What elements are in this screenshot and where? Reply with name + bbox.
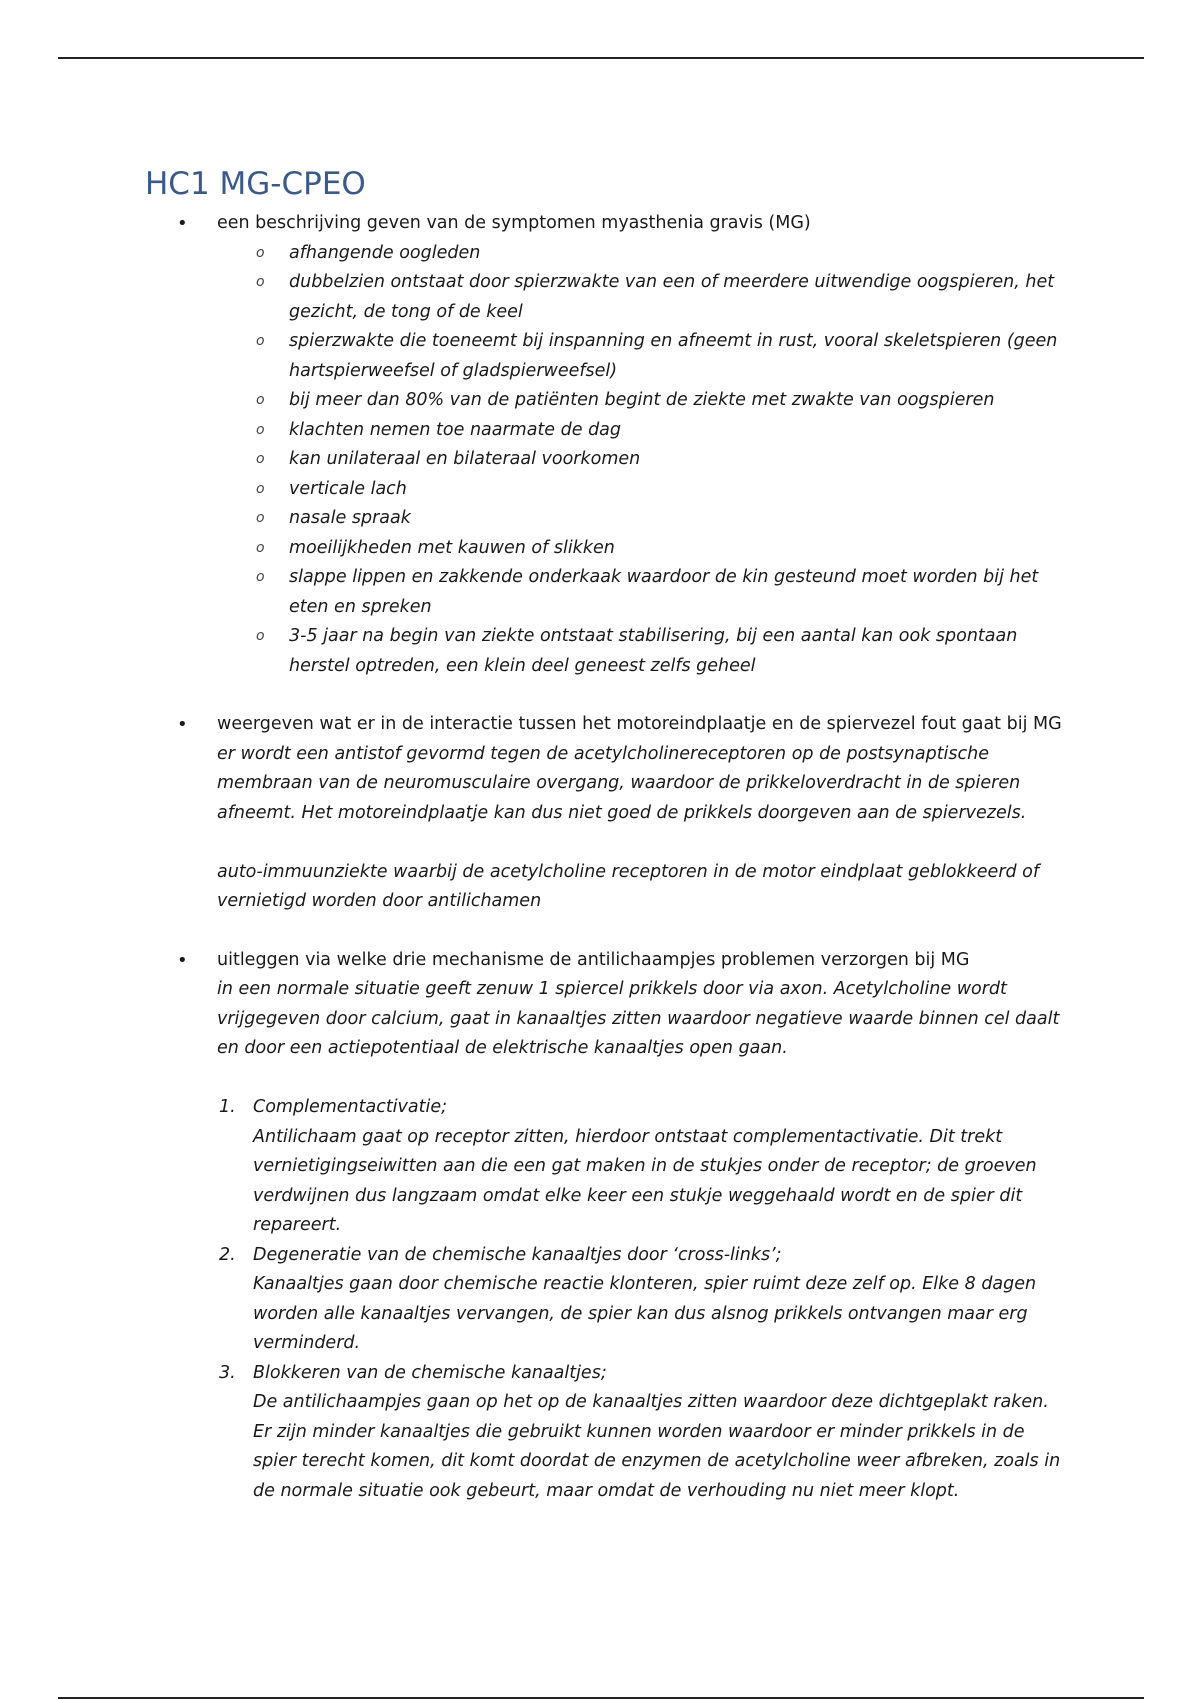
list-item: o afhangende oogleden — [289, 239, 1065, 269]
list-item: o kan unilateraal en bilateraal voorkomen — [289, 445, 1065, 475]
mechanism-title: Blokkeren van de chemische kanaaltjes; — [253, 1362, 607, 1383]
section-question: weergeven wat er in de interactie tussen het motoreindplaatje en de spiervezel fout gaat bij MG — [217, 714, 1062, 734]
list-item: o 3-5 jaar na begin van ziekte ontstaat stabilisering, bij een aantal kan ook spontaan herstel optreden, een klein deel geneest zelfs geheel — [289, 622, 1065, 681]
mechanism-body: Kanaaltjes gaan door chemische reactie klonteren, spier ruimt deze zelf op. Elke 8 dagen worden alle kanaaltjes vervangen, de spier kan dus alsnog prikkels ontvangen maar erg verminderd. — [253, 1274, 1037, 1353]
answer-paragraph: er wordt een antistof gevormd tegen de acetylcholinereceptoren op de postsynaptische membraan van de neuromusculaire overgang, waardoor de prikkeloverdracht in de spieren afneemt. Het motoreindplaatje kan dus niet goed de prikkels doorgeven aan de spiervezels. — [217, 743, 1027, 823]
list-item: o slappe lippen en zakkende onderkaak waardoor de kin gesteund moet worden bij het eten en spreken — [289, 563, 1065, 622]
list-item — [219, 1093, 1065, 1241]
bullet-icon: • — [177, 949, 188, 971]
bullet-icon: • — [177, 714, 188, 735]
mechanism-title: Complementactivatie; — [253, 1097, 448, 1117]
symptom-list — [217, 239, 1065, 682]
list-item: o spierzwakte die toeneemt bij inspanning en afneemt in rust, vooral skeletspieren (geen hartspierweefsel of gladspierweefsel) — [289, 327, 1065, 386]
list-item: o verticale lach — [289, 475, 1065, 505]
mechanism-body: De antilichaampjes gaan op het op de kanaaltjes zitten waardoor deze dichtgeplakt raken. Er zijn minder kanaaltjes die gebruikt kunnen worden waardoor er minder prikkels in de spier terecht komen, dit komt doordat de enzymen de acetylcholine weer afbreken, zoals in de normale situatie ook gebeurt, maar omdat de verhouding nu niet meer klopt. — [253, 1392, 1061, 1501]
header-rule — [58, 57, 1144, 59]
list-item — [219, 1241, 1065, 1359]
intro-paragraph: in een normale situatie geeft zenuw 1 spiercel prikkels door via axon. Acetylcholine wordt vrijgegeven door calcium, gaat in kanaaltjes zitten waardoor negatieve waarde binnen cel daalt en door een actiepotentiaal de elektrische kanaaltjes open gaan. — [217, 979, 1060, 1058]
mechanism-list — [217, 1093, 1065, 1506]
list-item: o moeilijkheden met kauwen of slikken — [289, 534, 1065, 564]
list-item: o bij meer dan 80% van de patiënten begint de ziekte met zwakte van oogspieren — [289, 386, 1065, 416]
mechanism-body: Antilichaam gaat op receptor zitten, hierdoor ontstaat complementactivatie. Dit trekt vernietigingseiwitten aan die een gat maken in de stukjes onder de receptor; de groeven verdwijnen dus langzaam omdat elke keer een stukje weggehaald wordt en de spier dit repareert. — [253, 1126, 1037, 1235]
list-number: 3. — [219, 1362, 236, 1383]
section-question: een beschrijving geven van de symptomen myasthenia gravis (MG) — [217, 213, 811, 233]
list-number: 1. — [219, 1097, 236, 1117]
bullet-icon: • — [177, 213, 188, 234]
list-item: o dubbelzien ontstaat door spierzwakte van een of meerdere uitwendige oogspieren, het gezicht, de tong of de keel — [289, 268, 1065, 327]
mechanism-title: Degeneratie van de chemische kanaaltjes door ‘cross-links’; — [253, 1244, 782, 1265]
list-number: 2. — [219, 1244, 236, 1265]
section-question: uitleggen via welke drie mechanisme de antilichaampjes problemen verzorgen bij MG — [217, 949, 970, 970]
document-page — [145, 165, 1065, 1506]
section-interaction — [145, 710, 1065, 917]
list-item — [219, 1359, 1065, 1507]
answer-paragraph: auto-immuunziekte waarbij de acetylcholine receptoren in de motor eindplaat geblokkeerd of vernietigd worden door antilichamen — [217, 861, 1040, 911]
section-mechanisms — [145, 946, 1065, 1507]
footer-rule — [58, 1697, 1144, 1699]
list-item: o nasale spraak — [289, 504, 1065, 534]
list-item: o klachten nemen toe naarmate de dag — [289, 416, 1065, 446]
document-title: HC1 MG-CPEO — [145, 166, 366, 202]
section-symptoms — [145, 209, 1065, 681]
